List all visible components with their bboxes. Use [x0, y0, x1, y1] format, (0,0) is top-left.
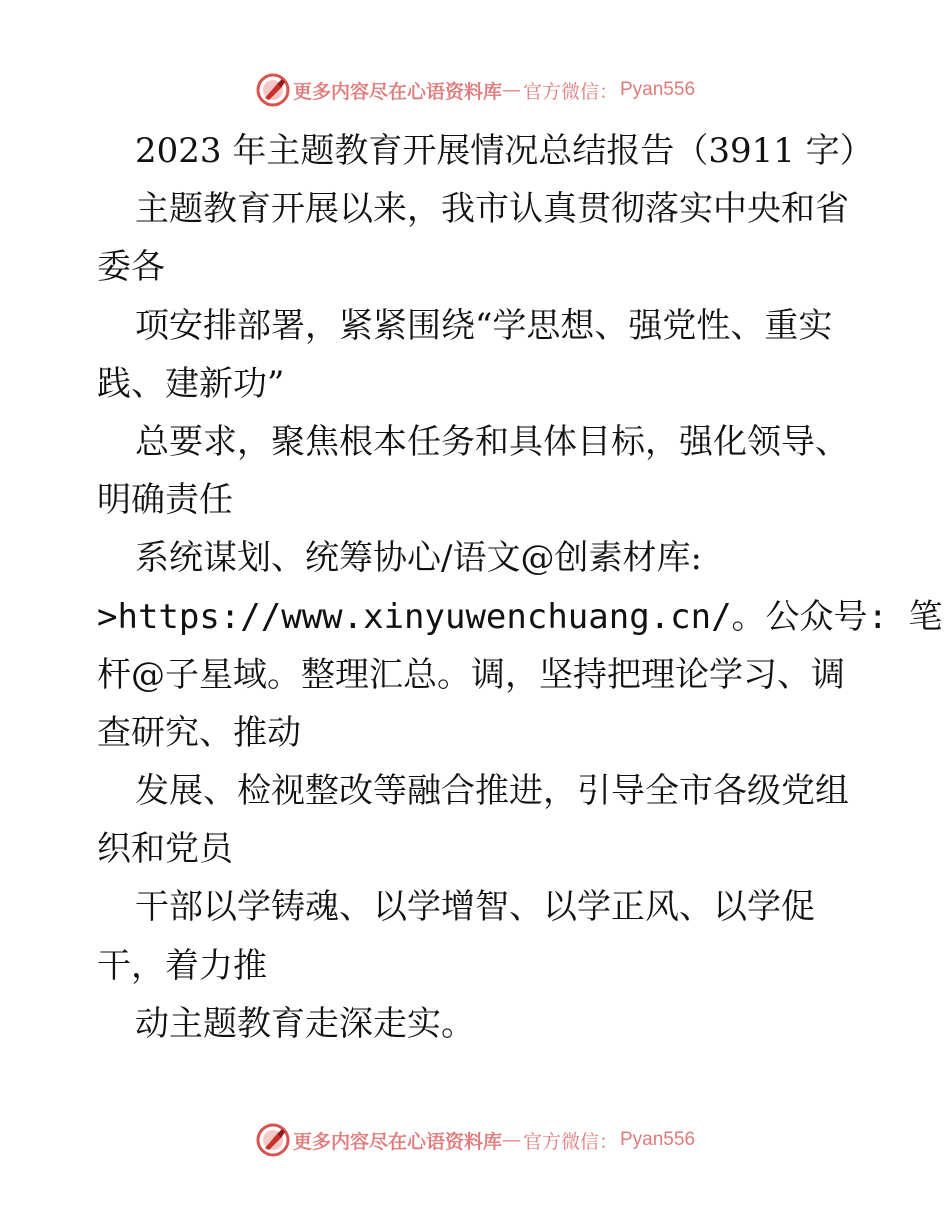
paragraph-line: 践、建新功” — [97, 363, 285, 404]
pen-nib-logo-icon — [255, 72, 291, 108]
header-watermark-banner — [0, 70, 950, 110]
document-title: 2023 年主题教育开展情况总结报告（3911 字） — [135, 131, 874, 171]
paragraph-line: 干部以学铸魂、以学增智、以学正风、以学促 — [135, 887, 815, 928]
paragraph-line: 发展、检视整改等融合推进，引导全市各级党组 — [135, 771, 849, 812]
paragraph-line: 委各 — [97, 247, 165, 288]
paragraph-line: 主题教育开展以来，我市认真贯彻落实中央和省 — [135, 189, 849, 230]
paragraph-line: 项安排部署，紧紧围绕“学思想、强党性、重实 — [135, 305, 833, 346]
paragraph-line-url: >https://www.xinyuwenchuang.cn/。公众号: 笔 — [97, 596, 943, 637]
paragraph-line: 织和党员 — [97, 829, 233, 870]
banner-wechat-id: Pyan556 — [620, 79, 696, 100]
document-body — [97, 122, 943, 1053]
banner-official-label: 官方微信： — [522, 80, 618, 103]
banner-wechat-id: Pyan556 — [620, 1129, 696, 1150]
paragraph-line: 干，着力推 — [97, 945, 267, 986]
banner-official-label: 官方微信： — [522, 1130, 618, 1153]
footer-watermark-banner — [0, 1120, 950, 1160]
paragraph-line: 总要求，聚焦根本任务和具体目标，强化领导、 — [135, 421, 849, 462]
banner-site-text: 更多内容尽在心语资料库 — [292, 80, 502, 103]
paragraph-line: 明确责任 — [97, 480, 233, 521]
pen-nib-logo-icon — [255, 1122, 291, 1158]
banner-separator: — — [501, 1129, 521, 1151]
banner-separator: — — [501, 79, 521, 101]
paragraph-line: 动主题教育走深走实。 — [135, 1003, 475, 1044]
banner-site-text: 更多内容尽在心语资料库 — [292, 1130, 502, 1153]
paragraph-line: 查研究、推动 — [97, 712, 301, 753]
paragraph-line: 杆@子星域。整理汇总。调，坚持把理论学习、调 — [97, 654, 845, 695]
paragraph-line: 系统谋划、统筹协心/语文@创素材库: — [135, 538, 702, 579]
